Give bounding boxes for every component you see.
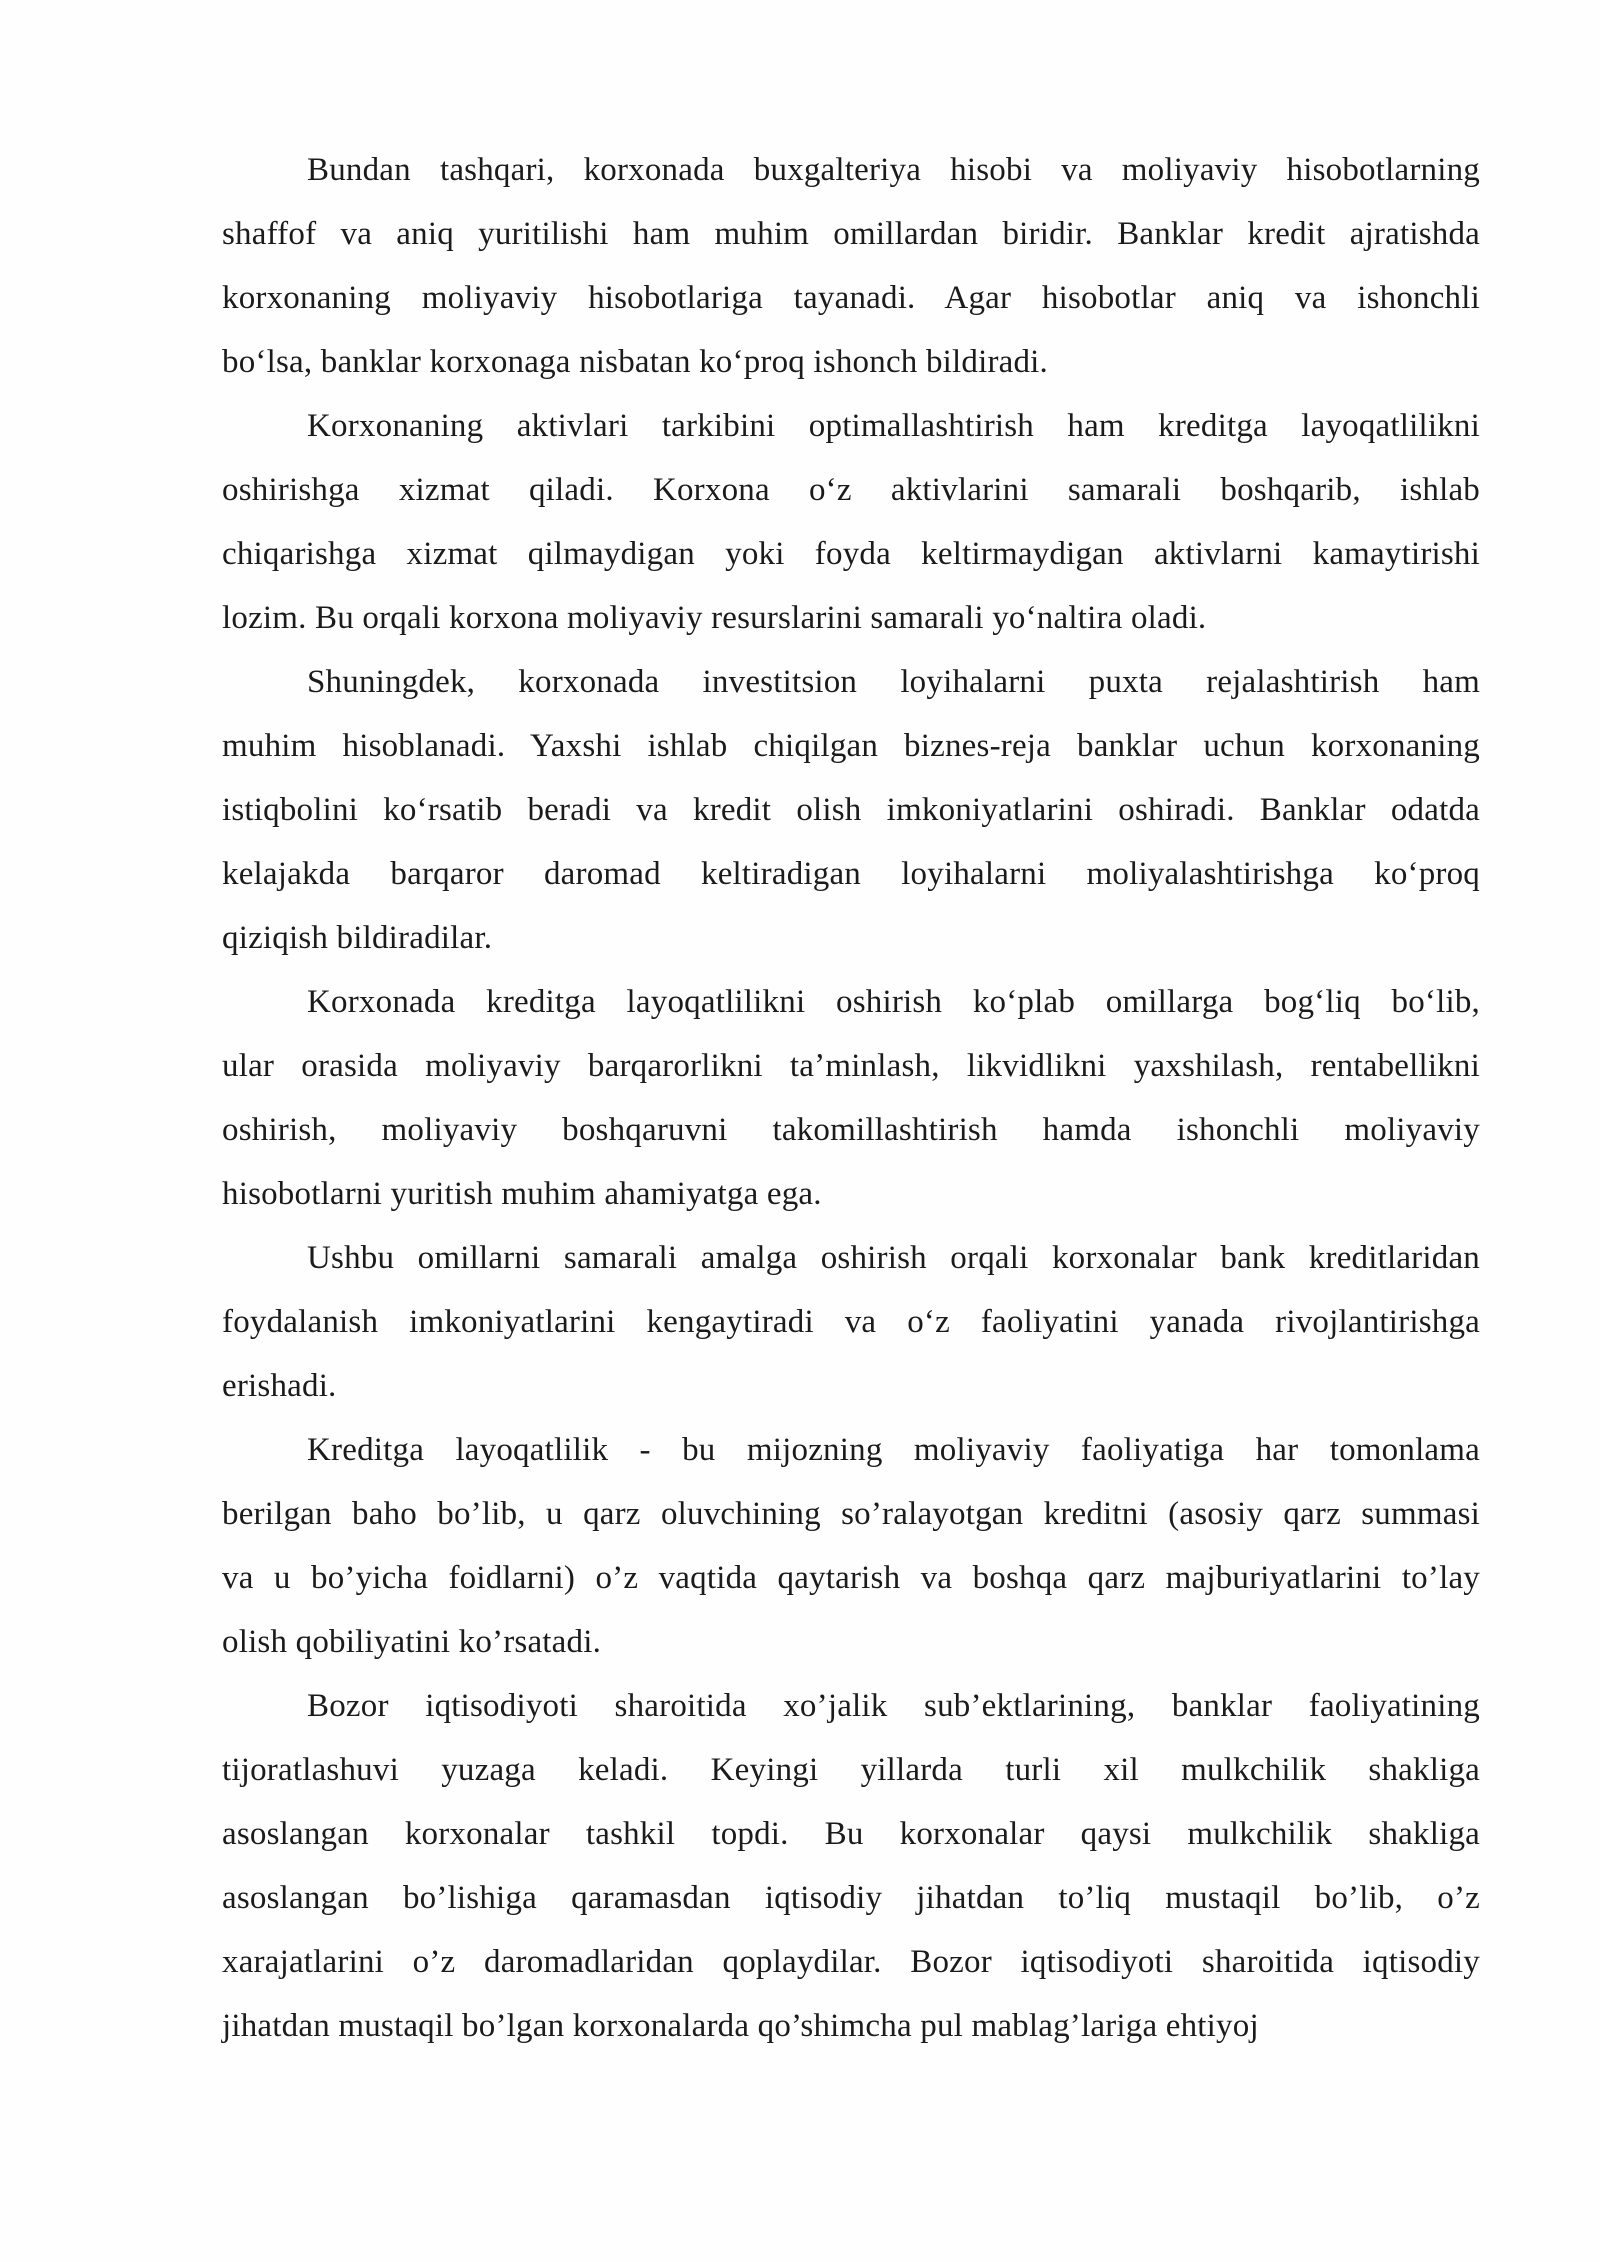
text-line: kelajakda barqaror daromad keltiradigan loyihalarni moliyalashtirishga koʻproq	[222, 856, 1480, 892]
text-line: foydalanish imkoniyatlarini kengaytiradi va oʻz faoliyatini yanada rivojlantirishga	[222, 1304, 1480, 1340]
text-line: olish qobiliyatini ko’rsatadi.	[222, 1624, 602, 1660]
text-line: asoslangan korxonalar tashkil topdi. Bu korxonalar qaysi mulkchilik shakliga	[222, 1816, 1480, 1852]
paragraph	[222, 138, 1480, 394]
paragraph	[222, 1226, 1480, 1418]
text-line: berilgan baho bo’lib, u qarz oluvchining so’ralayotgan kreditni (asosiy qarz summasi	[222, 1496, 1480, 1532]
text-line: Korxonaning aktivlari tarkibini optimallashtirish ham kreditga layoqatlilikni	[307, 408, 1480, 444]
text-line: xarajatlarini o’z daromadlaridan qoplaydilar. Bozor iqtisodiyoti sharoitida iqtisodiy	[222, 1944, 1480, 1980]
text-line: Kreditga layoqatlilik - bu mijozning moliyaviy faoliyatiga har tomonlama	[307, 1432, 1480, 1468]
text-line: oshirishga xizmat qiladi. Korxona oʻz aktivlarini samarali boshqarib, ishlab	[222, 472, 1480, 508]
text-line: Bozor iqtisodiyoti sharoitida xo’jalik sub’ektlarining, banklar faoliyatining	[307, 1688, 1480, 1724]
paragraph	[222, 970, 1480, 1226]
text-line: tijoratlashuvi yuzaga keladi. Keyingi yillarda turli xil mulkchilik shakliga	[222, 1752, 1480, 1788]
text-line: shaffof va aniq yuritilishi ham muhim omillardan biridir. Banklar kredit ajratishda	[222, 216, 1480, 252]
text-line: muhim hisoblanadi. Yaxshi ishlab chiqilgan biznes-reja banklar uchun korxonaning	[222, 728, 1480, 764]
text-line: Shuningdek, korxonada investitsion loyihalarni puxta rejalashtirish ham	[307, 664, 1480, 700]
text-line: korxonaning moliyaviy hisobotlariga tayanadi. Agar hisobotlar aniq va ishonchli	[222, 280, 1480, 316]
text-line: va u bo’yicha foidlarni) o’z vaqtida qaytarish va boshqa qarz majburiyatlarini to’lay	[222, 1560, 1480, 1596]
text-line: Korxonada kreditga layoqatlilikni oshirish koʻplab omillarga bogʻliq boʻlib,	[307, 984, 1480, 1020]
text-line: ular orasida moliyaviy barqarorlikni taʼminlash, likvidlikni yaxshilash, rentabellikni	[222, 1048, 1480, 1084]
paragraph	[222, 650, 1480, 970]
text-line: chiqarishga xizmat qilmaydigan yoki foyda keltirmaydigan aktivlarni kamaytirishi	[222, 536, 1480, 572]
text-line: erishadi.	[222, 1368, 337, 1404]
paragraph	[222, 1418, 1480, 1674]
text-line: oshirish, moliyaviy boshqaruvni takomillashtirish hamda ishonchli moliyaviy	[222, 1112, 1480, 1148]
text-line: boʻlsa, banklar korxonaga nisbatan koʻproq ishonch bildiradi.	[222, 344, 1049, 380]
paragraph	[222, 394, 1480, 650]
text-line: Ushbu omillarni samarali amalga oshirish orqali korxonalar bank kreditlaridan	[307, 1240, 1480, 1276]
text-line: qiziqish bildiradilar.	[222, 920, 493, 956]
text-line: Bundan tashqari, korxonada buxgalteriya hisobi va moliyaviy hisobotlarning	[307, 152, 1480, 188]
text-line: istiqbolini koʻrsatib beradi va kredit olish imkoniyatlarini oshiradi. Banklar odatda	[222, 792, 1480, 828]
paragraph	[222, 1674, 1480, 2058]
text-line: asoslangan bo’lishiga qaramasdan iqtisodiy jihatdan to’liq mustaqil bo’lib, o’z	[222, 1880, 1480, 1916]
text-line: lozim. Bu orqali korxona moliyaviy resurslarini samarali yoʻnaltira oladi.	[222, 600, 1207, 636]
text-line: hisobotlarni yuritish muhim ahamiyatga ega.	[222, 1176, 822, 1212]
text-line: jihatdan mustaqil bo’lgan korxonalarda qo’shimcha pul mablag’lariga ehtiyoj	[222, 2008, 1259, 2044]
